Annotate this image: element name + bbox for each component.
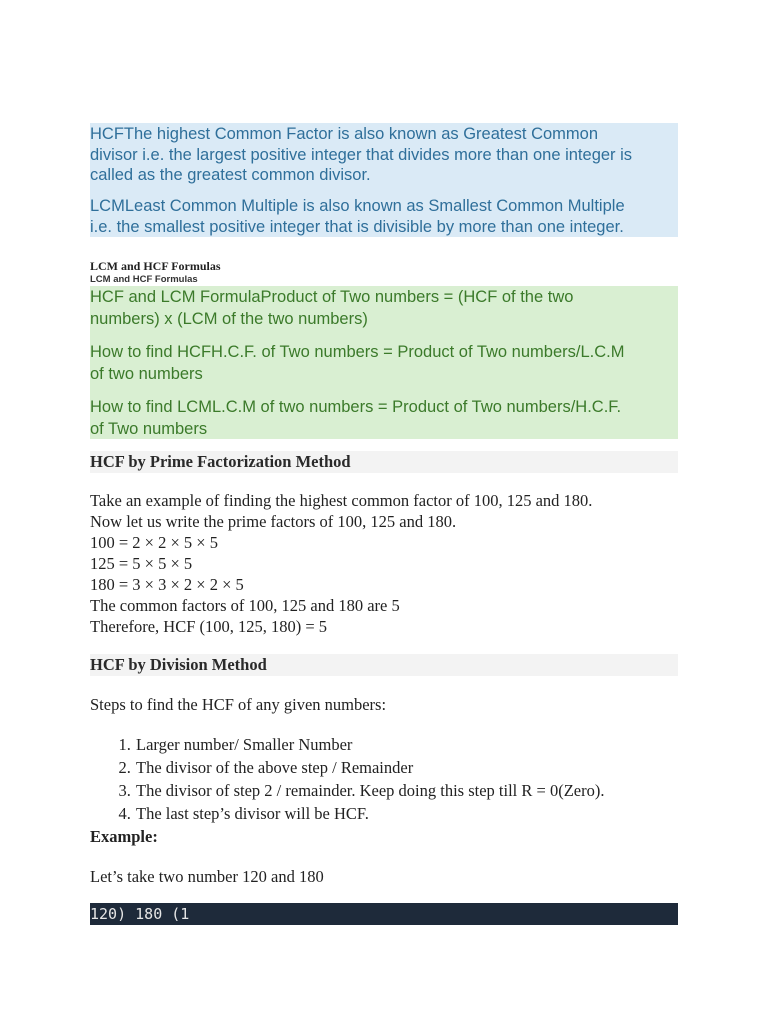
steps-list [90, 733, 604, 825]
prime-line: 100 = 2 × 2 × 5 × 5 [90, 533, 218, 552]
formula-hcf: How to find HCFH.C.F. of Two numbers = Product of Two numbers/L.C.M of two numbers [90, 343, 625, 383]
division-heading: HCF by Division Method [90, 655, 267, 674]
prime-heading: HCF by Prime Factorization Method [90, 452, 351, 471]
formulas-subheading: LCM and HCF Formulas [90, 274, 198, 285]
formula-product: HCF and LCM FormulaProduct of Two numbers = (HCF of the two numbers) x (LCM of the two numbers) [90, 288, 574, 328]
list-item: 3. The divisor of step 2 / remainder. Keep doing this step till R = 0(Zero). [135, 779, 604, 802]
list-item: 1. Larger number/ Smaller Number [135, 733, 604, 756]
prime-line: Therefore, HCF (100, 125, 180) = 5 [90, 617, 328, 636]
example-label: Example: [90, 827, 158, 846]
division-intro: Steps to find the HCF of any given numbers: [90, 695, 387, 714]
lcm-definition: LCMLeast Common Multiple is also known as Smallest Common Multiple i.e. the smallest positive integer that is divisible by more than one integer. [90, 197, 625, 236]
prime-line: 180 = 3 × 3 × 2 × 2 × 5 [90, 575, 244, 594]
prime-line: The common factors of 100, 125 and 180 are 5 [90, 596, 400, 615]
prime-line: Now let us write the prime factors of 100, 125 and 180. [90, 512, 457, 531]
formula-lcm: How to find LCML.C.M of two numbers = Product of Two numbers/H.C.F. of Two numbers [90, 398, 622, 438]
list-item: 2. The divisor of the above step / Remainder [135, 756, 604, 779]
list-item: 4. The last step’s divisor will be HCF. [135, 802, 604, 825]
prime-example [90, 490, 592, 637]
prime-line: Take an example of finding the highest common factor of 100, 125 and 180. [90, 491, 593, 510]
code-line: 120) 180 (1 [90, 905, 190, 923]
hcf-definition: HCFThe highest Common Factor is also known as Greatest Common divisor i.e. the largest positive integer that divides more than one integer is called as the greatest common divisor. [90, 125, 633, 184]
prime-line: 125 = 5 × 5 × 5 [90, 554, 193, 573]
example-text: Let’s take two number 120 and 180 [90, 867, 324, 886]
formulas-heading: LCM and HCF Formulas [90, 259, 221, 273]
